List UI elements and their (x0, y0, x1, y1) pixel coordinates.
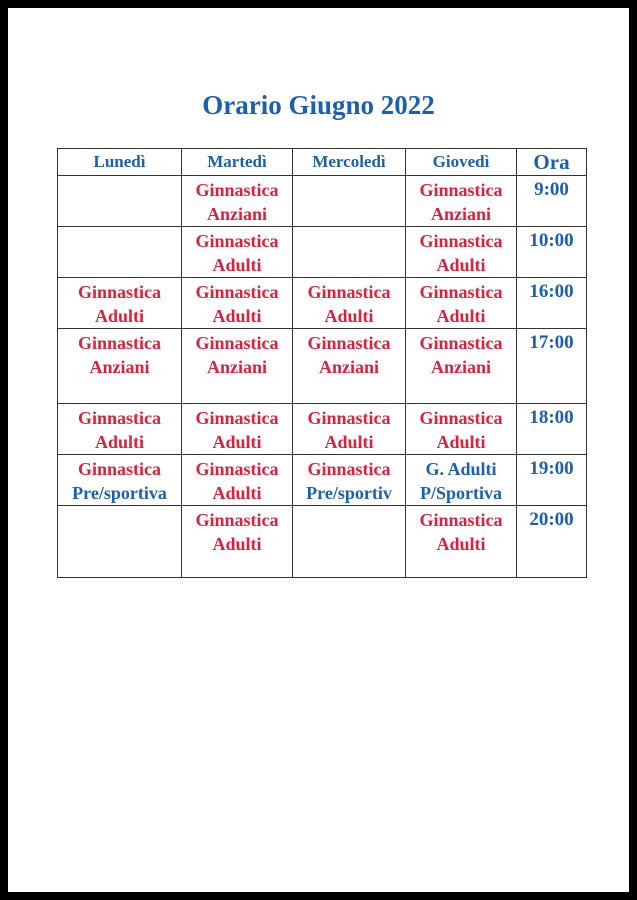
cell-martedi: Ginnastica Anziani (182, 329, 293, 404)
cell-giovedi: Ginnastica Anziani (406, 329, 517, 404)
table-row (58, 329, 587, 404)
cell-martedi: Ginnastica Adulti (182, 506, 293, 578)
schedule-table (57, 148, 587, 578)
cell-mercoledi: Ginnastica Pre/sportiv (293, 455, 406, 506)
cell-ora: 9:00 (517, 176, 587, 227)
cell-lunedi: Ginnastica Pre/sportiva (58, 455, 182, 506)
cell-giovedi: Ginnastica Adulti (406, 227, 517, 278)
header-mercoledi: Mercoledì (293, 149, 406, 176)
cell-ora: 16:00 (517, 278, 587, 329)
cell-lunedi: Ginnastica Anziani (58, 329, 182, 404)
cell-giovedi: Ginnastica Anziani (406, 176, 517, 227)
table-row (58, 506, 587, 578)
cell-mercoledi: Ginnastica Adulti (293, 404, 406, 455)
cell-giovedi: Ginnastica Adulti (406, 278, 517, 329)
cell-ora: 10:00 (517, 227, 587, 278)
cell-mercoledi (293, 227, 406, 278)
header-lunedi: Lunedì (58, 149, 182, 176)
cell-lunedi (58, 176, 182, 227)
cell-mercoledi (293, 506, 406, 578)
table-row (58, 455, 587, 506)
header-martedi: Martedì (182, 149, 293, 176)
cell-martedi: Ginnastica Anziani (182, 176, 293, 227)
cell-mercoledi: Ginnastica Adulti (293, 278, 406, 329)
table-row (58, 278, 587, 329)
cell-lunedi: Ginnastica Adulti (58, 404, 182, 455)
paper-sheet (8, 8, 629, 892)
table-row (58, 227, 587, 278)
cell-lunedi: Ginnastica Adulti (58, 278, 182, 329)
cell-ora: 17:00 (517, 329, 587, 404)
header-ora: Ora (517, 149, 587, 176)
cell-mercoledi: Ginnastica Anziani (293, 329, 406, 404)
cell-lunedi (58, 506, 182, 578)
cell-ora: 19:00 (517, 455, 587, 506)
cell-giovedi: G. Adulti P/Sportiva (406, 455, 517, 506)
cell-giovedi: Ginnastica Adulti (406, 404, 517, 455)
cell-giovedi: Ginnastica Adulti (406, 506, 517, 578)
cell-mercoledi (293, 176, 406, 227)
cell-ora: 20:00 (517, 506, 587, 578)
cell-martedi: Ginnastica Adulti (182, 404, 293, 455)
cell-lunedi (58, 227, 182, 278)
table-row (58, 404, 587, 455)
header-row (58, 149, 587, 176)
header-giovedi: Giovedì (406, 149, 517, 176)
cell-ora: 18:00 (517, 404, 587, 455)
table-row (58, 176, 587, 227)
cell-martedi: Ginnastica Adulti (182, 455, 293, 506)
cell-martedi: Ginnastica Adulti (182, 278, 293, 329)
cell-martedi: Ginnastica Adulti (182, 227, 293, 278)
page-title: Orario Giugno 2022 (202, 90, 435, 120)
